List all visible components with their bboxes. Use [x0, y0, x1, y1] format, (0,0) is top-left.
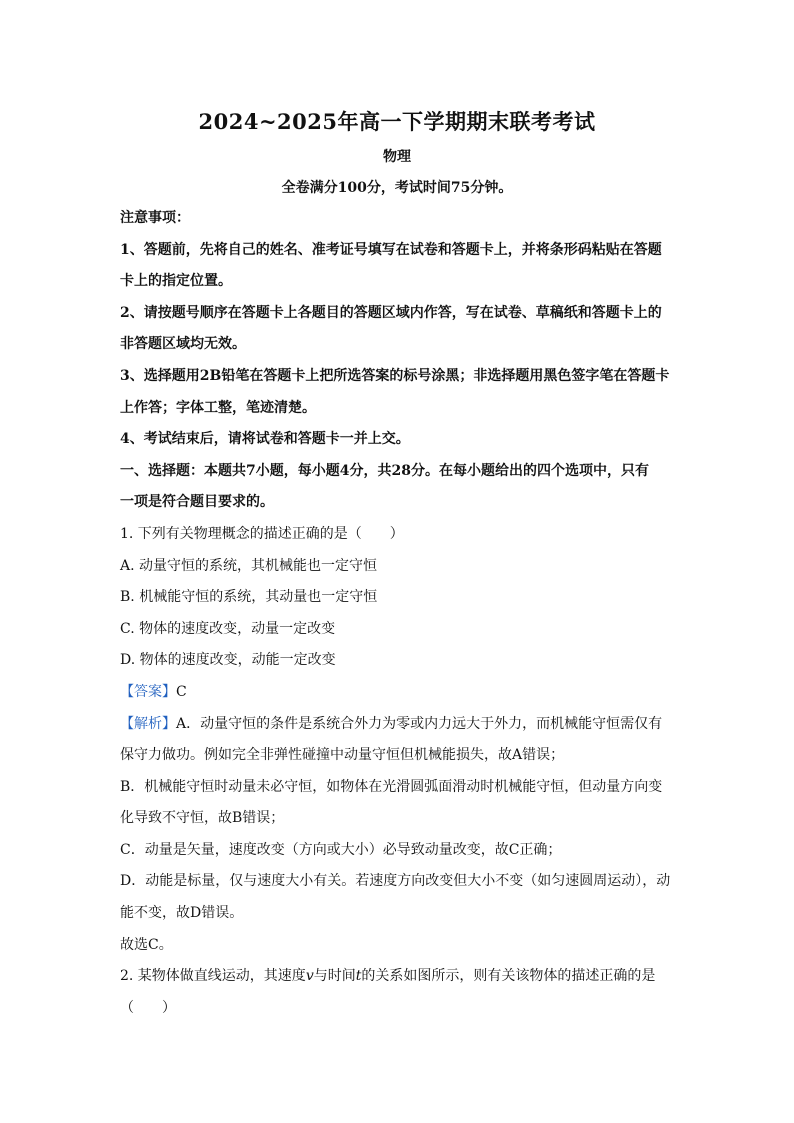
- analysis-line: B．机械能守恒时动量未必守恒，如物体在光滑圆弧面滑动时机械能守恒，但动量方向变: [120, 778, 663, 795]
- analysis-line: 保守力做功。例如完全非弹性碰撞中动量守恒但机械能损失，故A错误；: [120, 747, 565, 764]
- time-symbol: t: [355, 968, 362, 985]
- question-1-option-c: C. 物体的速度改变，动量一定改变: [120, 620, 336, 637]
- notice-heading: 注意事项：: [120, 210, 190, 226]
- answer-label: 【答案】: [120, 683, 176, 700]
- notice-line: 4、考试结束后，请将试卷和答题卡一并上交。: [120, 431, 410, 448]
- section-heading: 一项是符合题目要求的。: [120, 494, 274, 511]
- notice-line: 非答题区域均无效。: [120, 336, 246, 353]
- analysis-label: 【解析】: [120, 715, 176, 732]
- analysis-line: 化导致不守恒，故B错误；: [120, 810, 285, 827]
- question-2-stem-part: 的关系如图所示，则有关该物体的描述正确的是: [361, 968, 656, 985]
- answer-value: C: [176, 683, 187, 700]
- question-2-stem: [120, 961, 680, 993]
- analysis-line: 能不变，故D错误。: [120, 905, 244, 922]
- notice-line: 卡上的指定位置。: [120, 273, 232, 290]
- velocity-symbol: v: [305, 968, 314, 985]
- notice-line: 2、请按题号顺序在答题卡上各题目的答题区域内作答，写在试卷、草稿纸和答题卡上的: [120, 304, 662, 321]
- answer-row: [120, 677, 680, 709]
- question-2-stem-bracket: （ ）: [120, 999, 176, 1016]
- section-heading: 一、选择题：本题共7小题，每小题4分，共28分。在每小题给出的四个选项中，只有: [120, 462, 649, 479]
- exam-body: [120, 203, 680, 1024]
- question-1-stem: 1. 下列有关物理概念的描述正确的是（ ）: [120, 525, 404, 542]
- notice-line: 3、选择题用2B铅笔在答题卡上把所选答案的标号涂黑；非选择题用黑色签字笔在答题卡: [120, 367, 670, 384]
- question-1-option-a: A. 动量守恒的系统，其机械能也一定守恒: [120, 557, 378, 574]
- analysis-row: [120, 709, 680, 741]
- analysis-line: D．动能是标量，仅与速度大小有关。若速度方向改变但大小不变（如匀速圆周运动），动: [120, 873, 671, 890]
- question-2-stem-part: 与时间: [313, 968, 356, 985]
- question-1-option-d: D. 物体的速度改变，动能一定改变: [120, 652, 336, 669]
- analysis-line: C．动量是矢量，速度改变（方向或大小）必导致动量改变，故C正确；: [120, 841, 562, 858]
- question-2-stem-part: 2. 某物体做直线运动，其速度: [120, 968, 306, 985]
- analysis-conclusion: 故选C。: [120, 936, 173, 953]
- analysis-line: A．动量守恒的条件是系统合外力为零或内力远大于外力，而机械能守恒需仅有: [176, 715, 663, 732]
- exam-meta: 全卷满分100分，考试时间75分钟。: [281, 180, 513, 196]
- subject-label: 物理: [383, 149, 411, 165]
- question-1-option-b: B. 机械能守恒的系统，其动量也一定守恒: [120, 589, 378, 606]
- page-title: 2024~2025年高一下学期期末联考考试: [198, 109, 596, 134]
- notice-line: 上作答；字体工整，笔迹清楚。: [120, 399, 316, 416]
- notice-line: 1、答题前，先将自己的姓名、准考证号填写在试卷和答题卡上，并将条形码粘贴在答题: [120, 241, 662, 258]
